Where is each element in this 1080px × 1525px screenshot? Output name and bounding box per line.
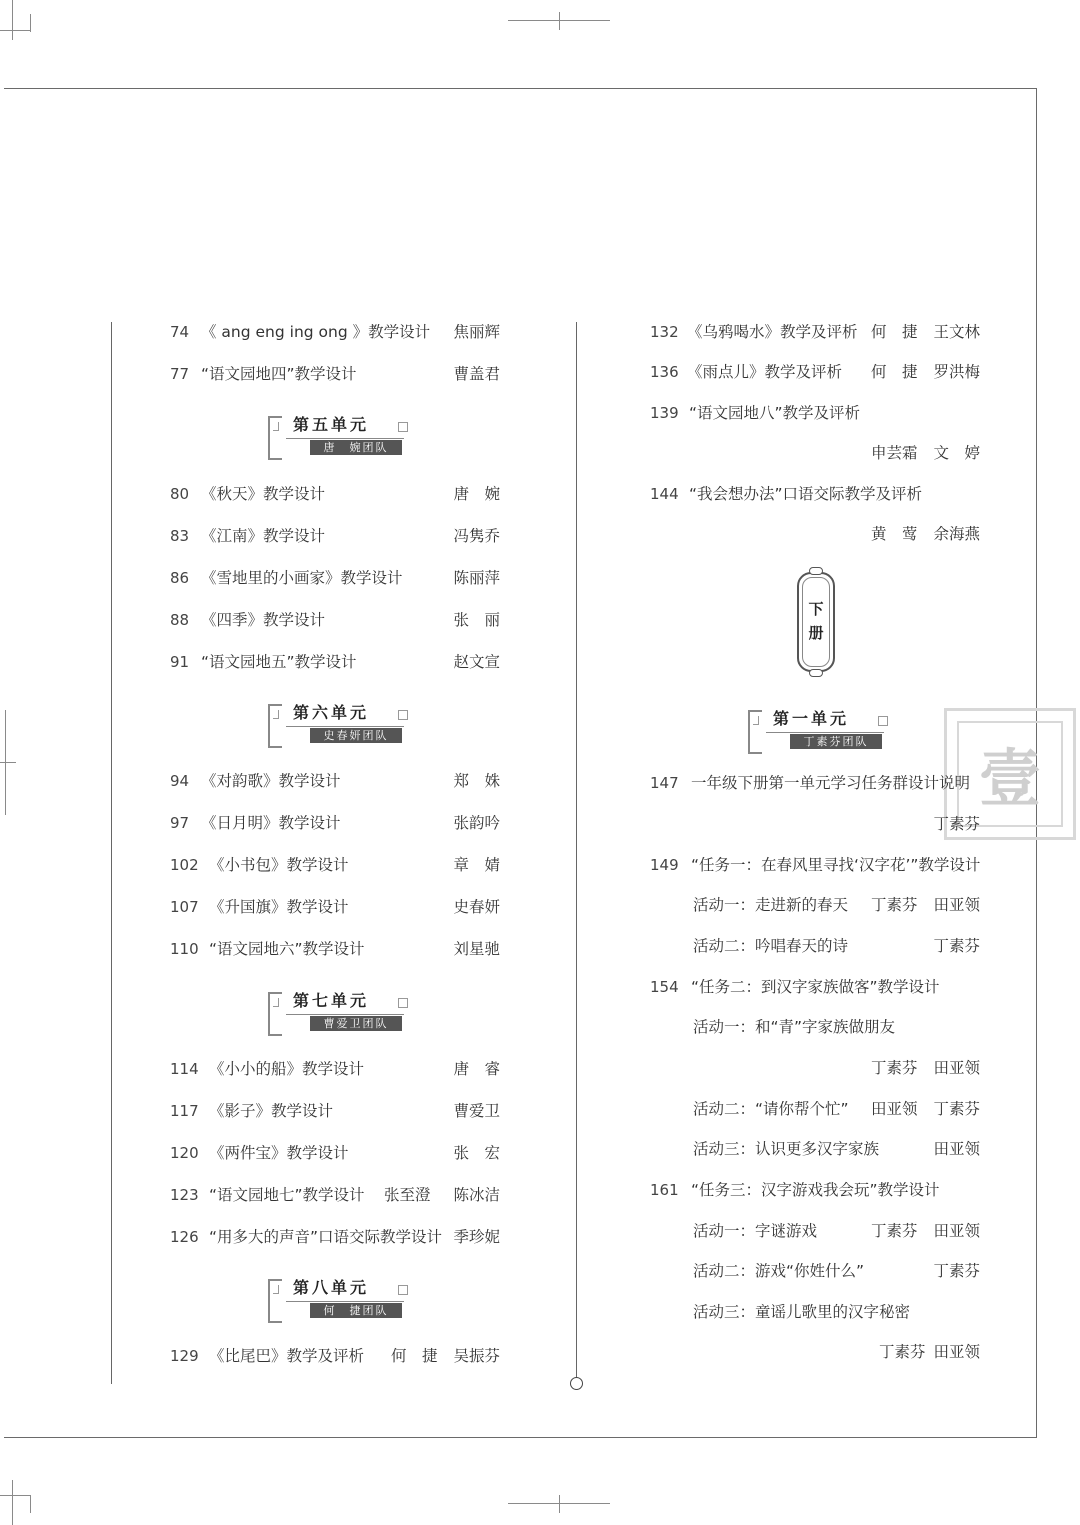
unit-team: 史春妍团队	[310, 728, 402, 743]
entry-title: 《乌鸦喝水》教学及评析	[687, 323, 858, 341]
page-number: 132	[650, 323, 679, 341]
page-number: 110	[170, 940, 199, 958]
unit-name: 第七单元	[293, 991, 370, 1010]
author: 焦丽辉	[453, 323, 500, 341]
toc-entry[interactable]	[165, 479, 510, 509]
crop-mark	[30, 1495, 31, 1513]
seal-char: 壹	[978, 742, 1041, 815]
page-number: 94	[170, 772, 190, 790]
toc-subentry[interactable]	[645, 1094, 990, 1124]
entry-title: “语文园地七”教学设计	[209, 1186, 365, 1204]
toc-subentry[interactable]	[645, 1297, 990, 1327]
author: 罗洪梅	[933, 363, 980, 381]
toc-entry[interactable]	[645, 850, 990, 880]
entry-title: 《江南》教学设计	[201, 527, 326, 545]
toc-subentry[interactable]	[645, 1134, 990, 1164]
unit-banner	[268, 1273, 418, 1329]
co-author: 丁素芬	[871, 896, 918, 914]
author: 丁素芬	[933, 1100, 980, 1118]
entry-title: “任务二：到汉字家族做客”教学设计	[691, 978, 940, 996]
volume-char: 下	[808, 600, 824, 618]
entry-title: 《雪地里的小画家》教学设计	[201, 569, 403, 587]
toc-entry-authors	[645, 438, 990, 468]
page-number: 80	[170, 485, 190, 503]
crop-mark	[559, 1495, 560, 1513]
toc-subentry[interactable]	[645, 931, 990, 961]
entry-title: “语文园地四”教学设计	[201, 365, 357, 383]
entry-title: 《秋天》教学设计	[201, 485, 326, 503]
crop-mark	[30, 14, 31, 32]
entry-title: 《升国旗》教学设计	[209, 898, 349, 916]
toc-entry[interactable]	[165, 521, 510, 551]
entry-title: “语文园地五”教学设计	[201, 653, 357, 671]
crop-mark	[559, 12, 560, 30]
author: 张 丽	[453, 611, 500, 629]
page-number: 154	[650, 978, 679, 996]
co-author: 张至澄	[384, 1186, 431, 1204]
activity-title: 活动二：吟唱春天的诗	[693, 937, 849, 955]
activity-title: 活动一：字谜游戏	[693, 1222, 818, 1240]
co-author: 丁素芬	[871, 1059, 918, 1077]
toc-entry[interactable]	[165, 317, 510, 347]
unit-team: 曹爱卫团队	[310, 1016, 402, 1031]
page-number: 161	[650, 1181, 679, 1199]
toc-entry[interactable]	[165, 1054, 510, 1084]
toc-entry[interactable]	[645, 479, 990, 509]
page-number: 74	[170, 323, 190, 341]
toc-entry[interactable]	[165, 605, 510, 635]
author: 刘星驰	[453, 940, 500, 958]
author: 田亚领	[933, 1140, 980, 1158]
page-number: 114	[170, 1060, 199, 1078]
toc-entry[interactable]	[165, 892, 510, 922]
co-author: 何 捷	[871, 323, 918, 341]
author: 王文林	[933, 323, 980, 341]
toc-subentry[interactable]	[645, 1216, 990, 1246]
toc-entry[interactable]	[165, 808, 510, 838]
volume-badge	[797, 572, 835, 672]
author: 吴振芬	[453, 1347, 500, 1365]
author: 文 婷	[933, 444, 980, 462]
page-number: 97	[170, 814, 190, 832]
author: 赵文宣	[453, 653, 500, 671]
page-number: 126	[170, 1228, 199, 1246]
page-number: 107	[170, 898, 199, 916]
unit-team: 唐 婉团队	[310, 440, 402, 455]
entry-title: 《日月明》教学设计	[201, 814, 341, 832]
page-number: 102	[170, 856, 199, 874]
toc-entry[interactable]	[165, 359, 510, 389]
toc-entry[interactable]	[645, 317, 990, 347]
author: 季珍妮	[453, 1228, 500, 1246]
left-margin-rule	[111, 322, 112, 1384]
author: 章 婧	[453, 856, 500, 874]
co-author: 丁素芬	[879, 1343, 926, 1361]
page-number: 120	[170, 1144, 199, 1162]
author: 陈丽萍	[453, 569, 500, 587]
author: 余海燕	[933, 525, 980, 543]
author: 张韵吟	[453, 814, 500, 832]
entry-title: 《对韵歌》教学设计	[201, 772, 341, 790]
author: 曹盖君	[453, 365, 500, 383]
page-number: 136	[650, 363, 679, 381]
page-number: 86	[170, 569, 190, 587]
toc-entry[interactable]	[165, 563, 510, 593]
entry-title: 《比尾巴》教学及评析	[209, 1347, 365, 1365]
entry-title: 《小书包》教学设计	[209, 856, 349, 874]
author: 张 宏	[453, 1144, 500, 1162]
entry-title: 《 ang eng ing ong 》教学设计	[201, 323, 431, 341]
page-number: 139	[650, 404, 679, 422]
toc-entry-authors	[645, 1337, 990, 1367]
page-number: 123	[170, 1186, 199, 1204]
author: 唐 婉	[453, 485, 500, 503]
author: 陈冰洁	[453, 1186, 500, 1204]
unit-name: 第一单元	[773, 709, 850, 728]
author: 郑 姝	[453, 772, 500, 790]
co-author: 丁素芬	[871, 1222, 918, 1240]
page-number: 149	[650, 856, 679, 874]
toc-subentry[interactable]	[645, 890, 990, 920]
author: 史春妍	[453, 898, 500, 916]
entry-title: “语文园地八”教学及评析	[689, 404, 861, 422]
author: 田亚领	[933, 896, 980, 914]
toc-entry[interactable]	[645, 768, 990, 798]
toc-entry[interactable]	[645, 1175, 990, 1205]
entry-title: 《雨点儿》教学及评析	[687, 363, 843, 381]
page-number: 147	[650, 774, 679, 792]
author: 丁素芬	[933, 937, 980, 955]
toc-entry[interactable]	[645, 398, 990, 428]
entry-title: “我会想办法”口语交际教学及评析	[689, 485, 923, 503]
activity-title: 活动二：游戏“你姓什么”	[693, 1262, 865, 1280]
divider-end-circle	[570, 1377, 583, 1390]
page-number: 129	[170, 1347, 199, 1365]
activity-title: 活动二：“请你帮个忙”	[693, 1100, 849, 1118]
toc-entry[interactable]	[165, 934, 510, 964]
unit-banner	[748, 704, 898, 760]
crop-mark	[0, 762, 16, 763]
entry-title: 《小小的船》教学设计	[209, 1060, 365, 1078]
co-author: 申芸霜	[871, 444, 918, 462]
page-number: 144	[650, 485, 679, 503]
unit-name: 第八单元	[293, 1278, 370, 1297]
entry-title: “任务一：在春风里寻找‘汉字花’”教学设计	[691, 856, 981, 874]
page-number: 88	[170, 611, 190, 629]
page-number: 77	[170, 365, 190, 383]
toc-entry-authors	[645, 519, 990, 549]
activity-title: 活动三：认识更多汉字家族	[693, 1140, 880, 1158]
crop-mark	[0, 30, 30, 31]
author: 曹爱卫	[453, 1102, 500, 1120]
page-number: 117	[170, 1102, 199, 1120]
unit-banner	[268, 698, 418, 754]
toc-entry[interactable]	[165, 1138, 510, 1168]
toc-entry[interactable]	[645, 972, 990, 1002]
entry-title: 《影子》教学设计	[209, 1102, 334, 1120]
toc-entry[interactable]	[165, 647, 510, 677]
toc-entry[interactable]	[165, 766, 510, 796]
volume-char: 册	[808, 624, 824, 642]
author: 唐 睿	[453, 1060, 500, 1078]
unit-banner	[268, 410, 418, 466]
author: 丁素芬	[933, 1262, 980, 1280]
author: 田亚领	[933, 1343, 980, 1361]
crop-mark	[0, 1495, 30, 1496]
toc-entry[interactable]	[165, 1180, 510, 1210]
entry-title: 一年级下册第一单元学习任务群设计说明	[691, 774, 971, 792]
page-number: 91	[170, 653, 190, 671]
co-author: 黄 莺	[871, 525, 918, 543]
toc-entry[interactable]	[165, 850, 510, 880]
unit-team: 丁素芬团队	[790, 734, 882, 749]
toc-entry[interactable]	[645, 357, 990, 387]
center-divider	[576, 322, 577, 1378]
toc-subentry[interactable]	[645, 1256, 990, 1286]
toc-entry[interactable]	[165, 1096, 510, 1126]
toc-subentry[interactable]	[645, 1012, 990, 1042]
entry-title: 《两件宝》教学设计	[209, 1144, 349, 1162]
entry-title: “语文园地六”教学设计	[209, 940, 365, 958]
unit-name: 第五单元	[293, 415, 370, 434]
co-author: 何 捷	[391, 1347, 438, 1365]
activity-title: 活动三：童谣儿歌里的汉字秘密	[693, 1303, 911, 1321]
activity-title: 活动一：走进新的春天	[693, 896, 849, 914]
entry-title: 《四季》教学设计	[201, 611, 326, 629]
unit-team: 何 捷团队	[310, 1303, 402, 1318]
author: 田亚领	[933, 1059, 980, 1077]
page-number: 83	[170, 527, 190, 545]
toc-entry-authors	[645, 809, 990, 839]
crop-mark	[12, 1480, 13, 1525]
author: 冯隽乔	[453, 527, 500, 545]
author: 丁素芬	[933, 815, 980, 833]
unit-banner	[268, 986, 418, 1042]
unit-name: 第六单元	[293, 703, 370, 722]
entry-title: “任务三：汉字游戏我会玩”教学设计	[691, 1181, 940, 1199]
co-author: 何 捷	[871, 363, 918, 381]
toc-entry[interactable]	[165, 1341, 510, 1371]
toc-entry[interactable]	[165, 1222, 510, 1252]
entry-title: “用多大的声音”口语交际教学设计	[209, 1228, 443, 1246]
author: 田亚领	[933, 1222, 980, 1240]
crop-mark	[12, 0, 13, 40]
co-author: 田亚领	[871, 1100, 918, 1118]
toc-entry-authors	[645, 1053, 990, 1083]
activity-title: 活动一：和“青”字家族做朋友	[693, 1018, 896, 1036]
